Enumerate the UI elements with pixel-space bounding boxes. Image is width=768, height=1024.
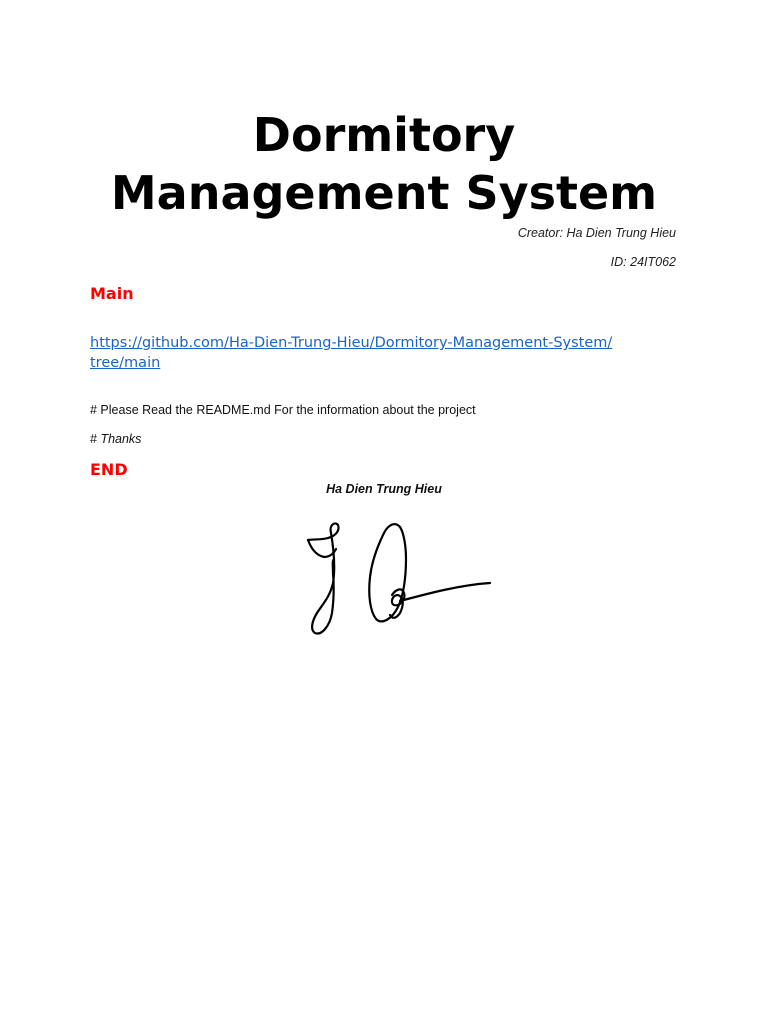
signer-name: Ha Dien Trung Hieu [326,482,442,496]
id-line: ID: 24IT062 [610,255,676,269]
title-line-1: Dormitory [252,108,516,162]
main-heading: Main [90,284,134,303]
thanks-text: Thanks [100,432,142,446]
thanks-note [90,432,141,446]
title-line-2: Management System [110,166,658,220]
github-link[interactable] [90,333,650,373]
document-title [0,106,768,222]
thanks-hash: # [90,432,101,446]
end-heading: END [90,460,128,479]
github-link-line-2[interactable]: tree/main [90,355,161,371]
readme-note: # Please Read the README.md For the information about the project [90,403,476,417]
creator-line: Creator: Ha Dien Trung Hieu [517,226,676,240]
handwritten-signature [300,515,495,640]
github-link-line-1[interactable]: https://github.com/Ha-Dien-Trung-Hieu/Dormitory-Management-System/ [90,335,613,351]
